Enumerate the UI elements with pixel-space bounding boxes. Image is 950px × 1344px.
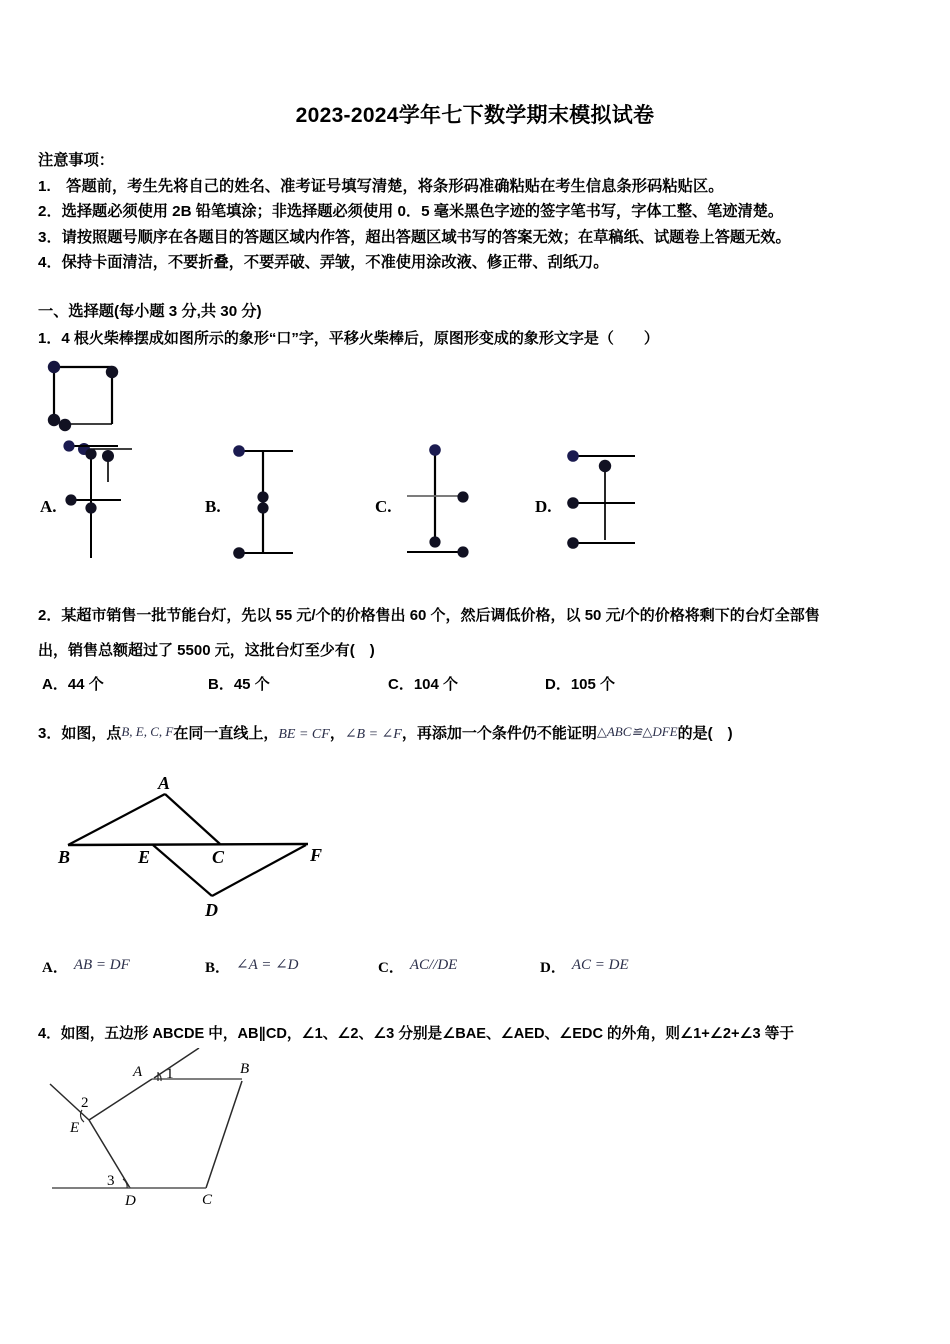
notice-item-1: 1. 答题前，考生先将自己的姓名、准考证号填写清楚，将条形码准确粘贴在考生信息条形码粘贴区。 [38, 177, 724, 195]
question-3-triangle-1: △ABC [596, 724, 632, 739]
svg-text:E: E [70, 1120, 80, 1136]
question-3-mid1: 在同一直线上， [173, 725, 279, 742]
question-2-options [0, 673, 950, 699]
question-3-mid2: ，再添加一个条件仍不能证明 [401, 725, 597, 742]
svg-text:B: B [58, 847, 71, 867]
question-1-body: 4 根火柴棒摆成如图所示的象形“口”字，平移火柴棒后，原图形变成的象形文字是（ ） [61, 330, 659, 347]
option-d-value: 105 个 [570, 676, 616, 693]
question-4-text: 4．如图，五边形 ABCDE 中，AB∥CD，∠1、∠2、∠3 分别是∠BAE、∠AED、∠EDC 的外角，则∠1+∠2+∠3 等于 [38, 1026, 794, 1042]
svg-text:D: D [125, 1193, 136, 1209]
question-3-prefix: 3．如图，点 [38, 725, 122, 742]
question-3-option-a[interactable] [42, 956, 130, 977]
option-c-value: 104 个 [413, 676, 459, 693]
question-2-text-line1: 2．某超市销售一批节能台灯，先以 55 元/个的价格售出 60 个，然后调低价格，以 50 元/个的价格将剩下的台灯全部售 [38, 607, 820, 624]
question-3-options [0, 956, 950, 986]
option-b-label: B． [208, 676, 234, 693]
option-c-value: AC//DE [409, 957, 458, 973]
svg-text:1: 1 [166, 1066, 174, 1082]
svg-text:D.: D. [535, 497, 552, 516]
option-a-label: A． [42, 676, 68, 693]
question-3-triangle-2: △DFE [642, 724, 678, 739]
option-c-label: C． [388, 676, 414, 693]
question-3-option-d[interactable] [540, 956, 629, 977]
question-2-text-line2: 出，销售总额超过了 5500 元，这批台灯至少有( ) [38, 642, 375, 659]
question-3-condition-2: ∠B = ∠F [344, 727, 402, 742]
svg-text:C.: C. [375, 497, 392, 516]
option-a-value: 44 个 [67, 676, 104, 693]
page-title: 2023-2024学年七下数学期末模拟试卷 [295, 104, 655, 127]
question-3-option-b[interactable] [205, 956, 299, 977]
question-3-suffix: 的是( ) [677, 725, 733, 742]
option-b-value: 45 个 [233, 676, 270, 693]
question-1-option-b[interactable] [205, 440, 325, 565]
question-2-option-d[interactable] [545, 673, 615, 694]
option-d-value: AC = DE [571, 957, 629, 973]
svg-text:A.: A. [40, 497, 57, 516]
notice-heading: 注意事项： [38, 152, 114, 169]
question-3-congruent-symbol: ≌ [631, 724, 643, 739]
svg-text:C: C [202, 1192, 213, 1208]
question-2-option-a[interactable] [42, 673, 104, 694]
section-heading-choice: 一、选择题(每小题 3 分,共 30 分) [38, 303, 262, 320]
svg-text:F: F [310, 845, 323, 865]
question-3-condition-1: BE = CF [278, 727, 330, 742]
option-b-value: ∠A = ∠D [236, 957, 299, 973]
svg-text:C: C [212, 847, 225, 867]
question-1-option-d[interactable] [535, 440, 660, 565]
question-3-text [38, 722, 733, 743]
option-d-label: D． [540, 960, 566, 976]
question-2-option-b[interactable] [208, 673, 270, 694]
svg-text:E: E [138, 847, 151, 867]
svg-text:A: A [133, 1064, 143, 1080]
svg-text:B: B [240, 1061, 250, 1077]
question-4-figure-pentagon [34, 1048, 314, 1238]
option-c-label: C． [378, 960, 404, 976]
notice-item-4: 4．保持卡面清洁，不要折叠，不要弄破、弄皱，不准使用涂改液、修正带、刮纸刀。 [38, 254, 609, 272]
option-a-value: AB = DF [73, 957, 130, 973]
question-3-figure-triangles [40, 766, 360, 941]
option-a-label: A． [42, 960, 68, 976]
svg-text:3: 3 [107, 1173, 115, 1189]
notice-block [38, 148, 918, 276]
question-1-number: 1． [38, 330, 62, 347]
option-b-label: B． [205, 960, 231, 976]
question-3-points: B, E, C, F [121, 724, 174, 739]
svg-text:2: 2 [81, 1095, 89, 1111]
svg-text:A: A [158, 773, 171, 793]
question-3-comma: ， [329, 725, 345, 742]
svg-text:B.: B. [205, 497, 221, 516]
question-1-option-a[interactable] [38, 440, 158, 565]
notice-item-2: 2．选择题必须使用 2B 铅笔填涂；非选择题必须使用 0．5 毫米黑色字迹的签字笔书写，字体工整、笔迹清楚。 [38, 203, 784, 221]
svg-text:D: D [205, 900, 218, 920]
question-1-text [38, 327, 659, 348]
option-d-label: D． [545, 676, 571, 693]
question-1-option-c[interactable] [375, 440, 495, 565]
notice-item-3: 3．请按照题号顺序在各题目的答题区域内作答，超出答题区域书写的答案无效；在草稿纸、试题卷上答题无效。 [38, 228, 791, 246]
question-3-option-c[interactable] [378, 956, 457, 977]
question-2-option-c[interactable] [388, 673, 458, 694]
